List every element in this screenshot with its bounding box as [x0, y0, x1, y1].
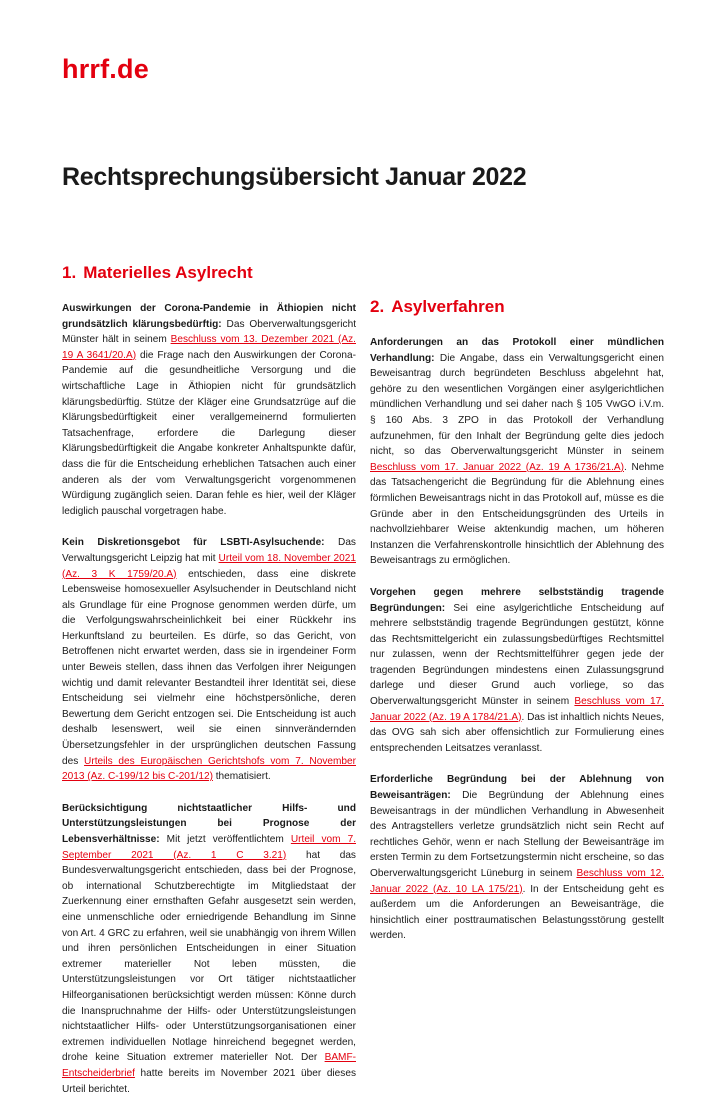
page-title: Rechtsprechungsübersicht Januar 2022: [62, 163, 527, 191]
section-number: 1.: [62, 263, 77, 282]
entry-nichtstaatliche-hilfe: [62, 801, 356, 1097]
entry-ablehnung-beweisantraege: [370, 772, 664, 944]
entry-text: Das Verwaltungsgericht Leipzig hat mit: [62, 537, 356, 564]
decision-link[interactable]: Urteil vom 7. September 2021 (Az. 1 C 3.21): [62, 834, 356, 861]
entry-text: entschieden, dass eine diskrete Lebensweise homosexueller Asylsuchender in Deutschland nicht als Grundlage für eine Prognose genommen werden dürfe, um die Verfolgungswahrscheinlichkeit bei einer Rückkehr ins Herkunftsland zu beurteilen. Es dürfe, so das Gericht, von Betroffenen nicht erwartet werden, dass sie in irgendeiner Form unter Beweis stellen, dass ihnen das Verfolgen ihrer Neigungen wichtig und damit relevanter Bestandteil ihrer Identität sei, diese Entscheidung sei vielmehr eine höchstpersönliche, deren Bewertung dem Gericht entzogen sei. Die Entscheidung ist auch deshalb lesenswert, weil sie einen sinnverändernden Übersetzungsfehler in der ursprünglichen deutschen Fassung des: [62, 568, 356, 767]
entry-text: Die Begründung der Ablehnung eines Beweisantrags in der mündlichen Verhandlung in Abwesenheit des Antragstellers verletze grundsätzlich nicht sein Recht auf rechtliches Gehör, wenn er nach Stellung der Beweisanträge im ersten Termin zu dem Fortsetzungstermin nicht erscheine, so das Oberverwaltungsgericht Lüneburg in seinem: [370, 790, 664, 879]
bamf-entscheiderbrief-link[interactable]: BAMF-Entscheiderbrief: [62, 1052, 356, 1079]
decision-link-eugh[interactable]: Urteils des Europäischen Gerichtshofs vom 7. November 2013 (Az. C-199/12 bis C-201/12): [62, 755, 356, 783]
decision-link[interactable]: Beschluss vom 17. Januar 2022 (Az. 19 A 1784/21.A): [370, 696, 665, 723]
entry-text: hat das Bundesverwaltungsgericht entschieden, dass bei der Prognose, ob international Schutzberechtigte im Mitgliedstaat der Zuerkennung einer ernsthaften Gefahr ausgesetzt sein werden, eine unmenschliche oder erniedrigende Behandlung im Sinne von Art. 4 GRC zu erfahren, weil sie unabhängig von ihrem Willen und ihren persönlichen Entscheidungen in einer Situation extremer materieller Not leben müssten, die Unterstützungsleistungen vor Ort tätiger nichtstaatlicher Hilfeorganisationen berücksichtigt werden müssen: Könne durch die Inanspruchnahme der Hilfs- oder Unterstützungsleistungen nichtstaatlicher Hilfs- oder Unterstützungsorganisationen einer extremen individuellen Notlage hinreichend begegnet werden, drohe keine Situation extremer materieller Not. Der: [62, 849, 356, 1064]
decision-link[interactable]: Beschluss vom 17. Januar 2022 (Az. 19 A 1736/21.A): [370, 461, 624, 473]
decision-link[interactable]: Beschluss vom 13. Dezember 2021 (Az. 19 A 3641/20.A): [62, 334, 356, 361]
section-title: Materielles Asylrecht: [83, 263, 253, 282]
section-heading-asylverfahren: [370, 296, 664, 318]
entry-text: thematisiert.: [212, 771, 271, 783]
decision-link[interactable]: Urteil vom 18. November 2021 (Az. 3 K 1759/20.A): [62, 552, 356, 580]
entry-tragende-begruendungen: [370, 585, 664, 757]
entry-text: Sei eine asylgerichtliche Entscheidung auf mehrere selbstständig tragende Begründungen gestützt, könne das Rechtsmittelgericht ein zulassungsbedürftiges Rechtsmittel nur zulassen, wenn der Rechtsmittelführer gegen jede der tragenden Begründungen mindestens einen Zulassungsgrund darlege und dieser Grund auch vorliege, so das Oberverwaltungsgericht Münster in seinem: [370, 602, 664, 708]
entry-text: Die Angabe, dass ein Verwaltungsgericht einen Beweisantrag durch begründeten Beschluss abgelehnt hat, gehöre zu den wesentlichen Vorgängen einer asylgerichtlichen mündlichen Verhandlung und sei daher nach § 105 VwGO i.V.m. § 160 Abs. 3 ZPO in das Protokoll der Verhandlung aufzunehmen, für den Inhalt der Begründung gelte dies jedoch nicht, so das Oberverwaltungsgericht Münster in seinem: [370, 352, 664, 458]
entry-lsbti-diskretionsgebot: [62, 535, 356, 785]
entry-lead: Anforderungen an das Protokoll einer mündlichen Verhandlung:: [370, 337, 664, 364]
entry-text: Mit jetzt veröffentlichtem: [159, 834, 291, 845]
entry-lead: Auswirkungen der Corona-Pandemie in Äthiopien nicht grundsätzlich klärungsbedürftig:: [62, 303, 356, 330]
entry-text: . In der Entscheidung geht es außerdem um die Anforderungen an Beweisanträge, die hinsichtlich einer posttraumatischen Belastungsstörung gestellt werden.: [370, 883, 664, 942]
entry-text: die Frage nach den Auswirkungen der Corona-Pandemie auf die gesundheitliche Versorgung und die wirtschaftliche Lage in Äthiopien nicht für grundsätzlich klärungsbedürftig. Stütze der Kläger eine Grundsatzrüge auf die Klärungsbedürftigkeit einer verallgemeinernd formulierten Tatsachenfrage, erfordere die Darlegung dieser Klärungsbedürftigkeit die Angabe konkreter Anhaltspunkte dafür, dass die für die Entscheidung erheblichen Tatsachen auch einer anderen als der vom Verwaltungsgericht vorgenommenen Würdigung zugänglich seien. Daran fehle es hier, weil der Kläger lediglich pauschal vorgetragen habe.: [62, 349, 356, 517]
decision-link[interactable]: Beschluss vom 12. Januar 2022 (Az. 10 LA 175/21): [370, 868, 664, 895]
entry-text: hatte bereits im November 2021 über dieses Urteil berichtet.: [62, 1067, 356, 1095]
entry-protokoll-verhandlung: [370, 335, 664, 569]
section-heading-materielles-asylrecht: [62, 262, 356, 284]
section-number: 2.: [370, 297, 385, 316]
entry-lead: Kein Diskretionsgebot für LSBTI-Asylsuchende:: [62, 537, 325, 549]
right-column: [370, 266, 664, 960]
entry-text: . Nehme das Tatsachengericht die Begründung für die Ablehnung eines förmlichen Beweisantrags nicht in das Protokoll auf, müsse es die Gründe aber in den Entscheidungsgründen des Urteils in nachvollziehbarer Weise aktenkundig machen, um höheren Instanzen die Verfahrenskontrolle hinsichtlich der Ablehnung des Beweisantrags zu ermöglichen.: [370, 461, 664, 567]
site-logo[interactable]: hrrf.de: [62, 54, 149, 84]
entry-text: . Das ist inhaltlich nichts Neues, das OVG sah sich aber offensichtlich zur Formulierung eines entsprechenden Leitsatzes veranlasst.: [370, 711, 665, 754]
entry-lead: Erforderliche Begründung bei der Ablehnung von Beweisanträgen:: [370, 774, 664, 802]
section-title: Asylverfahren: [391, 297, 505, 316]
entry-lead: Berücksichtigung nichtstaatlicher Hilfs- und Unterstützungsleistungen bei Prognose der Lebensverhältnisse:: [62, 802, 356, 845]
left-column: [62, 262, 356, 1113]
entry-lead: Vorgehen gegen mehrere selbstständig tragende Begründungen:: [370, 586, 664, 614]
entry-text: Das Oberverwaltungsgericht Münster hält in seinem: [62, 318, 356, 346]
entry-corona-aethiopien: [62, 301, 356, 519]
